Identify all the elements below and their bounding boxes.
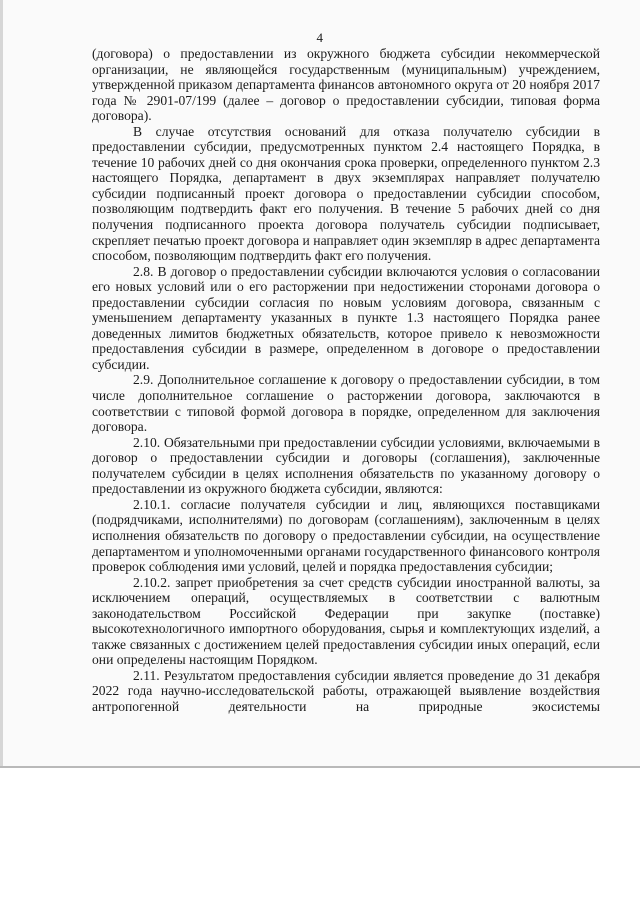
document-body — [92, 46, 600, 715]
paragraph-2-10-1: 2.10.1. согласие получателя субсидии и лиц, являющихся поставщиками (подрядчиками, исполнителями) по договорам (соглашениям), заключенным в целях исполнения обязательств по договору о предоставлении субсидии, на осуществление департаментом и уполномоченными органами государственного финансового контроля проверок соблюдения ими условий, целей и порядка предоставления субсидии; — [92, 496, 600, 575]
paragraph-2-10: 2.10. Обязательными при предоставлении субсидии условиями, включаемыми в договор о предоставлении субсидии и договоры (соглашения), заключенные получателем субсидии в целях исполнения обязательств по указанному договору о предоставлении из окружного бюджета субсидии, являются: — [92, 434, 600, 497]
paragraph-2-10-2: 2.10.2. запрет приобретения за счет средств субсидии иностранной валюты, за исключением операций, осуществляемых в соответствии с валютным законодательством Российской Федерации при закупке (поставке) высокотехнологичного импортного оборудования, сырья и комплектующих изделий, а также связанных с достижением целей предоставления субсидии иных операций, если они определены настоящим Порядком. — [92, 574, 600, 668]
paragraph-contract-signing: В случае отсутствия оснований для отказа получателю субсидии в предоставлении субсидии, предусмотренных пунктом 2.4 настоящего Порядка, в течение 10 рабочих дней со дня окончания срока проверки, определенного пунктом 2.3 настоящего Порядка, департамент в двух экземплярах направляет получателю субсидии подписанный проект договора о предоставлении субсидии способом, позволяющим подтвердить факт его получения. В течение 5 рабочих дней со дня получения подписанного проекта договора получатель субсидии подписывает, скрепляет печатью проект договора и направляет один экземпляр в адрес департамента способом, позволяющим подтвердить факт его получения. — [92, 123, 600, 264]
paragraph-2-9: 2.9. Дополнительное соглашение к договору о предоставлении субсидии, в том числе дополнительное соглашение о расторжении договора, заключаются в соответствии с типовой формой договора в порядке, определенном для заключения договора. — [92, 372, 600, 435]
paragraph-contract-reference: (договора) о предоставлении из окружного бюджета субсидии некоммерческой организации, не являющейся государственным (муниципальным) учреждением, утвержденной приказом департамента финансов автономного округа от 20 ноября 2017 года № 2901-07/199 (далее – договор о предоставлении субсидии, типовая форма договора). — [92, 46, 600, 124]
page-number: 4 — [316, 30, 324, 45]
paragraph-2-8: 2.8. В договор о предоставлении субсидии включаются условия о согласовании его новых условий или о его расторжении при недостижении сторонами договора о предоставлении субсидии согласия по новым условиям договора, связанным с уменьшением департаменту указанных в пункте 1.3 настоящего Порядка ранее доведенных лимитов бюджетных обязательств, которое привело к невозможности предоставления субсидии в размере, определенном в договоре о предоставлении субсидии. — [92, 263, 600, 372]
paragraph-2-11: 2.11. Результатом предоставления субсидии является проведение до 31 декабря 2022 года научно-исследовательской работы, отражающей выявление воздействия антропогенной деятельности на природные экосистемы — [92, 667, 600, 714]
